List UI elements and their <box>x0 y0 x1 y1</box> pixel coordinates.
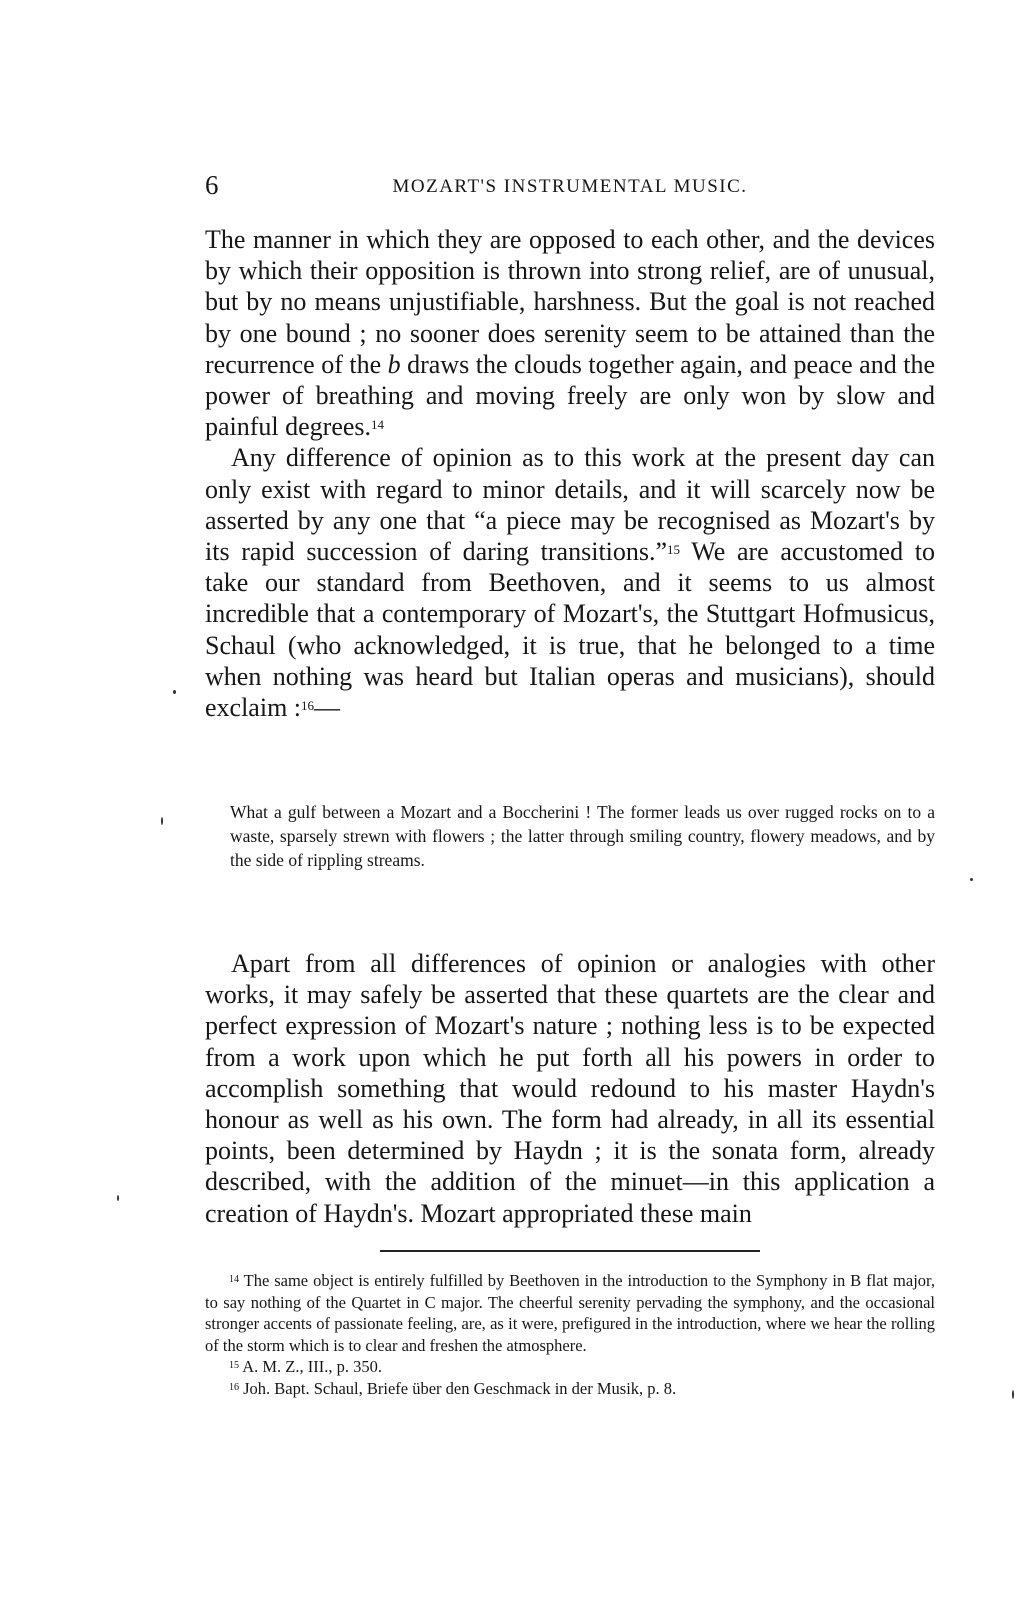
footnote-ref-16[interactable]: 16 <box>301 698 315 714</box>
scan-speck <box>117 1195 119 1201</box>
footnote-16: $^{16}$ Joh. Bapt. Schaul, Briefe über den Geschmack in der Musik, p. 8. <box>229 1378 677 1398</box>
page-number: 6 <box>205 170 219 200</box>
scan-speck <box>161 817 163 825</box>
footnote-14: $^{14}$ The same object is entirely fulfilled by Beethoven in the introduction to the Symphony in B flat major, to say nothing of the Quartet in C major. The cheerful serenity pervading the symphony, and the occasional stronger accents of passionate feeling, are, as it were, prefigured in the introduction, where we hear the rolling of the storm which is to clear and freshen the atmosphere. <box>205 1271 935 1355</box>
body-text-bottom <box>205 922 935 1255</box>
body-text-top <box>205 224 935 723</box>
footnote-divider <box>380 1250 760 1252</box>
running-title: MOZART'S INSTRUMENTAL MUSIC. <box>392 176 748 197</box>
paragraph-3: Apart from all differences of opinion or analogies with other works, it may safely be asserted that these quartets are the clear and perfect expression of Mozart's nature ; nothing less is to be expected from a work upon which he put forth all his powers in order to accomplish something that would redound to his master Haydn's honour as well as his own. The form had already, in all its essential points, been determined by Haydn ; it is the sonata form, already described, with the addition of the minuet—in this application a creation of Haydn's. Mozart appropriated these main <box>205 949 935 1228</box>
footnote-15: $^{15}$ A. M. Z., III., p. 350. <box>229 1357 382 1376</box>
running-head <box>205 170 935 200</box>
paragraph-2: Any difference of opinion as to this work at the present day can only exist with regard to minor details, and it will scarcely now be asserted by any one that “a piece may be recognised as Mozart's by its rapid succession of daring transitions.”$^{15}$ We are accustomed to take our standard from Beethoven, and it seems to us almost incredible that a contemporary of Mozart's, the Stuttgart Hofmusicus, Schaul (who acknowledged, it is true, that he belonged to a time when nothing was heard but Italian operas and musicians), should exclaim :$^{16}$— <box>205 443 935 723</box>
scan-speck <box>173 690 176 694</box>
footnotes <box>205 1270 935 1399</box>
scan-speck <box>1012 1390 1014 1399</box>
block-quote: What a gulf between a Mozart and a Boccherini ! The former leads us over rugged rocks on to a waste, sparsely strewn with flowers ; the latter through smiling country, flowery meadows, and by the side of rippling streams. <box>230 802 935 870</box>
footnote-ref-15[interactable]: 15 <box>667 542 681 558</box>
footnote-ref-14[interactable]: 14 <box>371 417 385 433</box>
paragraph-1: The manner in which they are opposed to each other, and the devices by which their opposition is thrown into strong relief, are of unusual, but by no means unjustifiable, harshness. But the goal is not reached by one bound ; no sooner does serenity seem to be attained than the recurrence of the b draws the clouds together again, and peace and the power of breathing and moving freely are only won by slow and painful degrees.$^{14}$ <box>205 225 935 442</box>
scan-speck <box>970 878 973 881</box>
